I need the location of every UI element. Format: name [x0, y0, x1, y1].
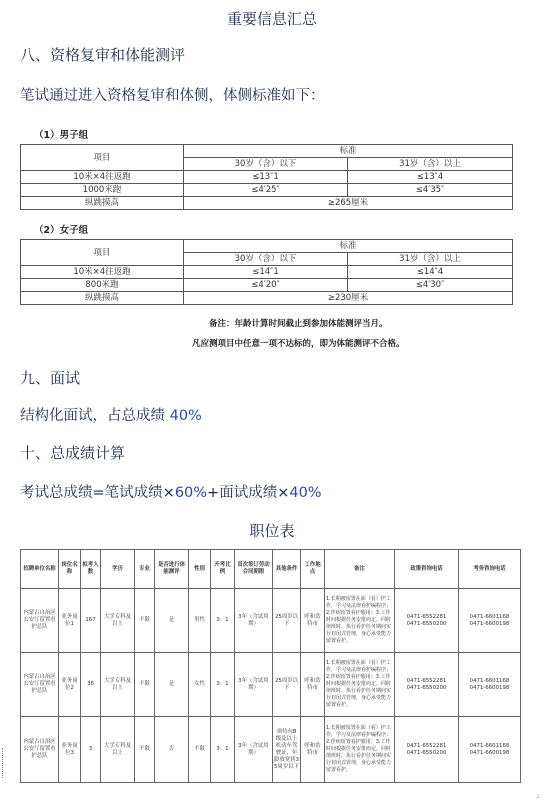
table-cell-term: 3年（含试用期）	[235, 717, 273, 783]
header-age-under30: 30岁（含）以下	[184, 253, 348, 266]
table-cell-ratio: 3：1	[211, 589, 235, 653]
table-cell-remark: 1.长期被留置在面（看）护工作，学习及法律看护编程序；2.伴病留置看护服用；3.工作时间根据任务安排而定，同时值班时，执行看护任务期间实行封闭式管理，身心承受能力留置看护。	[325, 717, 395, 783]
table-cell: 10米×4往返跑	[21, 266, 184, 279]
column-header: 政策咨询电话	[395, 550, 459, 589]
male-group-label: （1）男子组	[34, 130, 89, 141]
header-age-over31: 31岁（含）以上	[348, 253, 513, 266]
section-8-text: 笔试通过进入资格复审和体侧，体侧标准如下：	[20, 88, 325, 104]
table-cell-gender: 女性	[189, 653, 211, 717]
table-cell-remark: 1.长期被留置在面（看）护工作，学习及法律看护编程序；2.伴病留置看护服用；3.工作时间根据任务安排而定，同时值班时，执行看护任务期间实行封闭式管理，身心承受能力留置看护。	[325, 589, 395, 653]
table-cell-post: 业务岗位3	[59, 717, 81, 783]
table-cell-tel1: 0471-6552281 0471-6550200	[395, 717, 459, 783]
table-cell-gender: 男性	[189, 589, 211, 653]
table-row	[21, 653, 521, 717]
table-cell-edu: 大学专科及以上	[101, 653, 135, 717]
column-header: 专业	[135, 550, 155, 589]
column-header: 工作地点	[301, 550, 325, 589]
header-standard: 标准	[184, 145, 513, 158]
table-cell: ≥230厘米	[184, 292, 513, 305]
column-header: 是否进行体能测评	[155, 550, 189, 589]
table-cell-place: 呼和浩特市	[301, 653, 325, 717]
table-cell: ≤4′30″	[348, 279, 513, 292]
table-cell-test: 是	[155, 653, 189, 717]
table-cell-test: 否	[155, 717, 189, 783]
table-cell: ≤4′20″	[184, 279, 348, 292]
female-group-label: （2）女子组	[34, 225, 89, 236]
interview-text: 结构化面试，占总成绩	[20, 408, 170, 424]
positions-title: 职位表	[249, 522, 295, 540]
column-header: 开考比例	[211, 550, 235, 589]
table-cell-ratio: 3：1	[211, 717, 235, 783]
table-cell-place: 呼和浩特市	[301, 589, 325, 653]
table-cell: 800米跑	[21, 279, 184, 292]
header-item: 项目	[21, 145, 184, 171]
resize-grip-icon: ⌟	[535, 790, 540, 800]
table-cell-tel2: 0471-6601168 0471-6600198	[459, 717, 521, 783]
section-9-text	[20, 404, 202, 425]
table-cell: ≤4′25″	[184, 184, 348, 197]
column-header: 拟考人数	[81, 550, 101, 589]
column-header: 岗位名称	[59, 550, 81, 589]
section-10-heading: 十、总成绩计算	[20, 444, 126, 462]
table-cell-count: 36	[81, 653, 101, 717]
column-header: 备注	[325, 550, 395, 589]
table-cell: 纵跳摸高	[21, 292, 184, 305]
table-cell-term: 3年（含试用期）	[235, 653, 273, 717]
positions-table	[20, 549, 521, 783]
table-cell-unit: 内蒙古自治区公安厅留置看护总队	[21, 653, 59, 717]
female-standard-table	[20, 239, 513, 305]
table-cell-tel1: 0471-6552281 0471-6550200	[395, 589, 459, 653]
header-age-over31: 31岁（含）以上	[348, 158, 513, 171]
column-header: 招聘单位名称	[21, 550, 59, 589]
table-cell-count: 3	[81, 717, 101, 783]
table-cell: ≥265厘米	[184, 197, 513, 210]
table-cell-cond: 须持有B级及以上机动车驾驶证，年龄放宽到35周岁以下	[273, 717, 301, 783]
table-header-row	[21, 550, 521, 589]
formula	[20, 481, 322, 502]
table-cell-major: 不限	[135, 589, 155, 653]
column-header: 考务咨询电话	[459, 550, 521, 589]
table-cell: ≤14″4	[348, 266, 513, 279]
table-cell: 纵跳摸高	[21, 197, 184, 210]
table-cell-unit: 内蒙古自治区公安厅留置看护总队	[21, 589, 59, 653]
column-header: 性别	[189, 550, 211, 589]
formula-written-percent: 60%	[174, 485, 208, 501]
table-cell: ≤4′35″	[348, 184, 513, 197]
table-cell: ≤14″1	[184, 266, 348, 279]
column-header: 其他条件	[273, 550, 301, 589]
table-cell-post: 业务岗位1	[59, 589, 81, 653]
page-title: 重要信息汇总	[226, 10, 317, 28]
table-cell-edu: 大学专科及以上	[101, 717, 135, 783]
table-cell-remark: 1.长期被留置在面（看）护工作，学习及法律看护编程序；2.伴病留置看护服用；3.工作时间根据任务安排而定，同时值班时，执行看护任务期间实行封闭式管理，身心承受能力留置看护。	[325, 653, 395, 717]
column-header: 首次签订劳动合同期限	[235, 550, 273, 589]
header-item: 项目	[21, 240, 184, 266]
table-cell-term: 3年（含试用期）	[235, 589, 273, 653]
table-cell-cond: 25周岁以下	[273, 589, 301, 653]
section-8-heading: 八、资格复审和体能测评	[20, 46, 186, 64]
table-cell-count: 167	[81, 589, 101, 653]
table-cell-test: 是	[155, 589, 189, 653]
table-cell-gender: 不限	[189, 717, 211, 783]
table-cell: ≤13″1	[184, 171, 348, 184]
table-cell: 10米×4往返跑	[21, 171, 184, 184]
formula-interview-percent: 40%	[289, 485, 322, 501]
column-header: 学历	[101, 550, 135, 589]
table-cell-post: 业务岗位2	[59, 653, 81, 717]
header-age-under30: 30岁（含）以下	[184, 158, 348, 171]
formula-written: 考试总成绩=笔试成绩×	[20, 485, 175, 501]
male-standard-table	[20, 144, 513, 210]
header-standard: 标准	[184, 240, 513, 253]
note-age: 备注：年龄计算时间截止到参加体能测评当月。	[209, 319, 388, 329]
table-cell-ratio: 3：1	[211, 653, 235, 717]
table-cell-tel1: 0471-6552281 0471-6550200	[395, 653, 459, 717]
table-row	[21, 717, 521, 783]
formula-interview: +面试成绩×	[207, 485, 290, 501]
table-cell-unit: 内蒙古自治区公安厅留置看护总队	[21, 717, 59, 783]
table-cell-tel2: 0471-6601168 0471-6600198	[459, 653, 521, 717]
section-9-heading: 九、面试	[20, 369, 81, 387]
table-cell-place: 呼和浩特市	[301, 717, 325, 783]
table-row	[21, 589, 521, 653]
interview-percent: 40%	[169, 408, 202, 424]
table-cell-edu: 大学专科及以上	[101, 589, 135, 653]
table-cell-tel2: 0471-6601168 0471-6600198	[459, 589, 521, 653]
note-fail: 凡应测项目中任意一项不达标的，即为体能测评不合格。	[192, 339, 405, 349]
table-cell-major: 不限	[135, 653, 155, 717]
table-cell-major: 不限	[135, 717, 155, 783]
table-cell-cond: 25周岁以下	[273, 653, 301, 717]
table-cell: 1000米跑	[21, 184, 184, 197]
scroll-marker	[2, 748, 5, 778]
table-cell: ≤13″4	[348, 171, 513, 184]
